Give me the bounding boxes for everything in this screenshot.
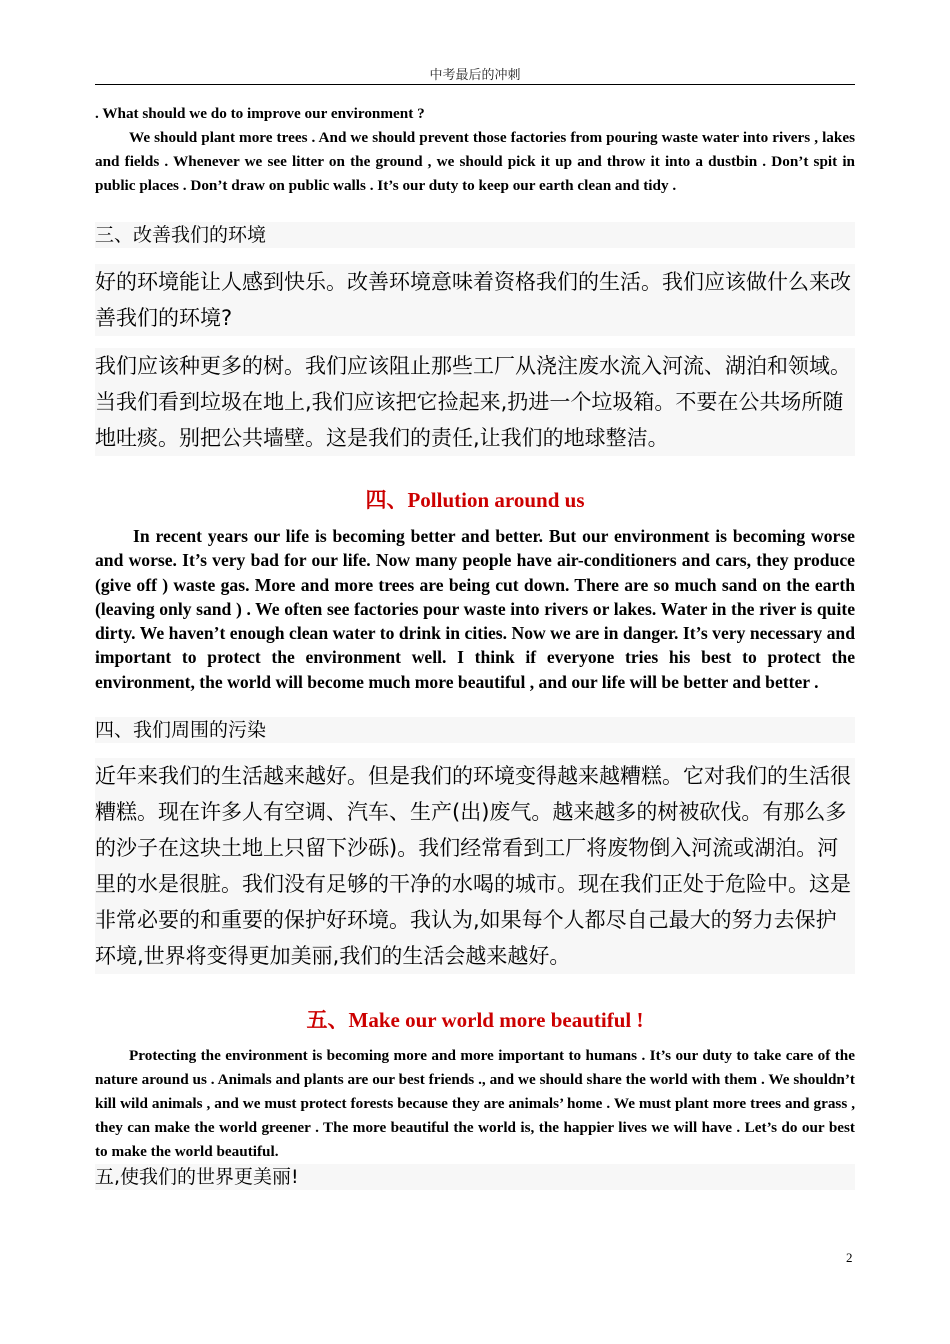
section5-heading-num: 五、: [306, 1008, 349, 1032]
section4-zh-title: 四、我们周围的污染: [95, 717, 855, 743]
section5-heading: [95, 1006, 855, 1034]
section4-body: In recent years our life is becoming better and better. But our environment is becoming worse and worse. It’s very bad for our life. Now many people have air-conditioners and cars, they produce (give off ) waste gas. More and more trees are being cut down. There are so much sand on the earth (leaving only sand ) . We often see factories pour waste into rivers or lakes. Water in the river is quite dirty. We haven’t enough clean water to drink in cities. Now we are in danger. It’s very necessary and important to protect the environment well. I think if everyone tries his best to protect the environment, the world will become much more beautiful , and our life will be better and better .: [95, 526, 855, 692]
page-header: 中考最后的冲刺: [429, 68, 521, 83]
section4-heading-title: Pollution around us: [407, 488, 585, 512]
section5-heading-title: Make our world more beautiful !: [348, 1008, 644, 1032]
section3-body: We should plant more trees . And we should prevent those factories from pouring waste water into rivers , lakes and fields . Whenever we see litter on the ground , we should pick it up and throw it into a dustbin . Don’t spit in public places . Don’t draw on public walls . It’s our duty to keep our earth clean and tidy .: [95, 129, 855, 194]
page-number: 2: [846, 1250, 853, 1265]
section4-heading-num: 四、: [365, 488, 408, 512]
section4-zh-body: 近年来我们的生活越来越好。但是我们的环境变得越来越糟糕。它对我们的生活很糟糕。现在许多人有空调、汽车、生产(出)废气。越来越多的树被砍伐。有那么多的沙子在这块土地上只留下沙砾)。我们经常看到工厂将废物倒入河流或湖泊。河里的水是很脏。我们没有足够的干净的水喝的城市。现在我们正处于危险中。这是非常必要的和重要的保护好环境。我认为,如果每个人都尽自己最大的努力去保护环境,世界将变得更加美丽,我们的生活会越来越好。: [95, 758, 855, 974]
section3-zh-intro: 好的环境能让人感到快乐。改善环境意味着资格我们的生活。我们应该做什么来改善我们的环境?: [95, 264, 855, 336]
section3-zh-body: 我们应该种更多的树。我们应该阻止那些工厂从浇注废水流入河流、湖泊和领域。当我们看到垃圾在地上,我们应该把它捡起来,扔进一个垃圾箱。不要在公共场所随地吐痰。别把公共墙壁。这是我们的责任,让我们的地球整洁。: [95, 348, 855, 456]
section4-heading: [95, 486, 855, 514]
section5-body: Protecting the environment is becoming more and more important to humans . It’s our duty to take care of the nature around us . Animals and plants are our best friends ., and we should share the world with them . We shouldn’t kill wild animals , and we must protect forests because they are animals’ home . We must plant more trees and grass , they can make the world greener . The more beautiful the world is, the happier lives we will have . Let’s do our best to make the world beautiful.: [95, 1047, 855, 1160]
section3-question: . What should we do to improve our environment ?: [95, 105, 425, 122]
section5-zh-title: 五,使我们的世界更美丽!: [95, 1164, 855, 1190]
header-rule: [95, 84, 855, 85]
section3-zh-title: 三、改善我们的环境: [95, 222, 855, 248]
